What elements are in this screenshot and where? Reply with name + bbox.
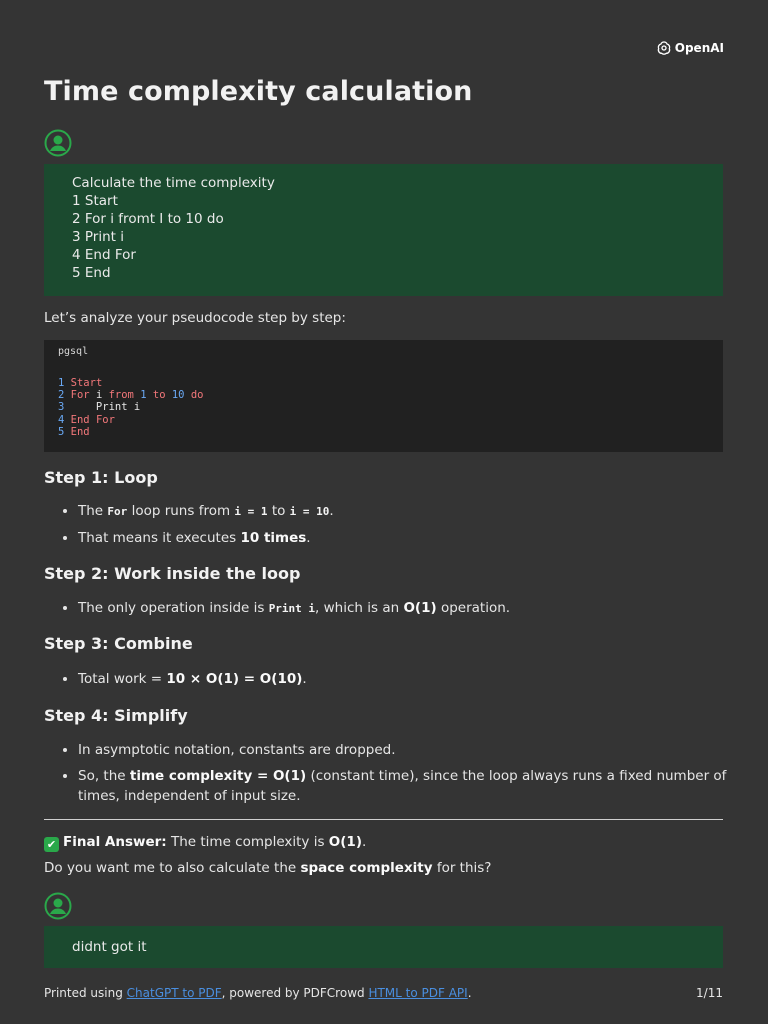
followup-question: Do you want me to also calculate the space complexity for this?: [44, 860, 492, 876]
step4-list: [44, 740, 728, 812]
openai-icon: [656, 40, 672, 56]
check-icon: ✔: [44, 837, 59, 852]
divider: [44, 819, 723, 820]
step3-list: [44, 669, 728, 695]
brand-name: OpenAI: [674, 41, 724, 55]
list-item: • The For loop runs from i = 1 to i = 10.: [78, 501, 728, 522]
page-number: 1/11: [696, 986, 723, 1000]
list-item: • The only operation inside is Print i, which is an O(1) operation.: [78, 598, 728, 619]
code-line: 3 Print i: [58, 401, 141, 414]
list-item: • Total work = 10 × O(1) = O(10).: [78, 669, 728, 689]
user-avatar-icon: [44, 129, 72, 157]
list-item: • So, the time complexity = O(1) (constant time), since the loop always runs a fixed number of times, independent of input size.: [78, 766, 728, 806]
code-line: 2 For i from 1 to 10 do: [58, 389, 204, 402]
intro-text: Let’s analyze your pseudocode step by step:: [44, 310, 346, 326]
step4-heading: Step 4: Simplify: [44, 706, 188, 725]
step3-heading: Step 3: Combine: [44, 634, 193, 653]
code-line: 1 Start: [58, 377, 103, 389]
step2-heading: Step 2: Work inside the loop: [44, 564, 301, 583]
code-line: 5 End: [58, 425, 90, 438]
page-title: Time complexity calculation: [44, 76, 473, 107]
user-avatar-icon: [44, 892, 72, 920]
chatgpt-to-pdf-link[interactable]: ChatGPT to PDF: [126, 986, 222, 1000]
code-language: pgsql: [58, 346, 89, 357]
footer: Printed using ChatGPT to PDF, powered by PDFCrowd HTML to PDF API.: [44, 986, 472, 1000]
openai-logo: [656, 40, 724, 56]
list-item: • That means it executes 10 times.: [78, 528, 728, 548]
user-message-1: Calculate the time complexity 1 Start 2 For i fromt I to 10 do 3 Print i 4 End For 5 End: [44, 164, 723, 296]
step1-heading: Step 1: Loop: [44, 468, 158, 487]
user-message-2: didnt got it: [44, 926, 723, 968]
code-line: 4 End For: [58, 413, 115, 426]
step1-list: [44, 501, 728, 554]
final-answer: ✔ Final Answer: The time complexity is O(1).: [44, 834, 366, 852]
html-to-pdf-api-link[interactable]: HTML to PDF API: [368, 986, 468, 1000]
code-block: [44, 340, 723, 452]
step2-list: [44, 598, 728, 625]
list-item: • In asymptotic notation, constants are dropped.: [78, 740, 728, 760]
